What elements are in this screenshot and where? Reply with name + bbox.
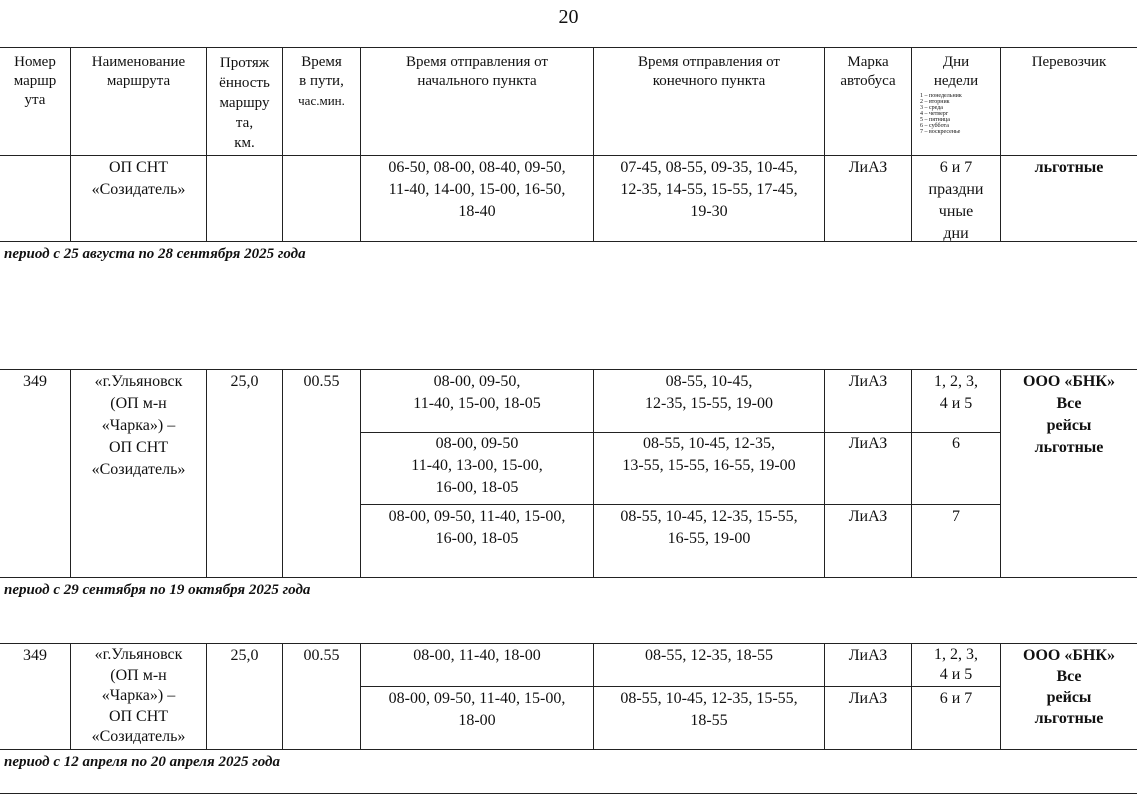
block2-row1-start: 08-00, 11-40, 18-00 — [413, 647, 541, 664]
col-divider — [282, 369, 283, 578]
block2-row2-start: 08-00, 09-50, 11-40, 15-00, 18-00 — [388, 690, 566, 729]
block1-travel-time: 00.55 — [303, 373, 340, 390]
block2-row1-end: 08-55, 12-35, 18-55 — [645, 647, 773, 664]
block2-carrier: ООО «БНК» Все рейсы льготные — [1023, 647, 1115, 727]
block0-bus: ЛиАЗ — [848, 159, 888, 176]
table-top-border — [0, 47, 1137, 48]
block2-row2-bus: ЛиАЗ — [848, 690, 888, 707]
block1-row3-end: 08-55, 10-45, 12-35, 15-55, 16-55, 19-00 — [620, 508, 798, 547]
block1-row2-start: 08-00, 09-50 11-40, 13-00, 15-00, 16-00, 18-05 — [411, 435, 543, 496]
block0-days: 6 и 7 праздни чные дни — [928, 159, 984, 242]
header-bus-brand: Марка автобуса — [840, 54, 896, 89]
block1-row3-start: 08-00, 09-50, 11-40, 15-00, 16-00, 18-05 — [388, 508, 566, 547]
header-weekdays: Дни недели — [933, 54, 979, 89]
block2-row-divider — [360, 686, 1000, 687]
period-label-1: период с 25 августа по 28 сентября 2025 года — [4, 246, 306, 262]
block1-length: 25,0 — [230, 373, 259, 390]
col-divider — [1000, 47, 1001, 242]
block1-bottom-border — [0, 577, 1137, 578]
header-length: Протяж ённость маршру та, км. — [219, 55, 270, 151]
period-label-2: период с 29 сентября по 19 октября 2025 года — [4, 582, 311, 598]
block1-row-divider — [360, 504, 1000, 505]
block1-row2-days: 6 — [952, 435, 960, 452]
header-departure-end: Время отправления от конечного пункта — [638, 54, 780, 89]
weekdays-legend: 1 – понедельник 2 – вторник 3 – среда 4 – четверг 5 – пятница 6 – суббота 7 – воскресенье — [920, 93, 962, 135]
block1-row3-days: 7 — [952, 508, 960, 525]
block1-row1-start: 08-00, 09-50, 11-40, 15-00, 18-05 — [413, 373, 541, 412]
header-route-number: Номер маршр ута — [13, 54, 57, 108]
period-label-3: период с 12 апреля по 20 апреля 2025 года — [4, 754, 280, 770]
block1-carrier: ООО «БНК» Все рейсы льготные — [1023, 373, 1115, 456]
header-bottom-border — [0, 155, 1137, 156]
block2-row2-days: 6 и 7 — [939, 690, 973, 707]
block2-length: 25,0 — [230, 647, 259, 664]
page-number: 20 — [558, 6, 579, 28]
block1-row1-end: 08-55, 10-45, 12-35, 15-55, 19-00 — [645, 373, 773, 412]
block1-row1-bus: ЛиАЗ — [848, 373, 888, 390]
next-block-top-border — [0, 793, 1137, 794]
block1-row1-days: 1, 2, 3, 4 и 5 — [934, 373, 978, 412]
block0-start-times: 06-50, 08-00, 08-40, 09-50, 11-40, 14-00, 15-00, 16-50, 18-40 — [388, 159, 566, 220]
block0-end-times: 07-45, 08-55, 09-35, 10-45, 12-35, 14-55, 15-55, 17-45, 19-30 — [620, 159, 798, 220]
block2-top-border — [0, 643, 1137, 644]
block2-row2-end: 08-55, 10-45, 12-35, 15-55, 18-55 — [620, 690, 798, 729]
col-divider — [206, 369, 207, 578]
block1-route-name: «г.Ульяновск (ОП м-н «Чарка») – ОП СНТ «Созидатель» — [91, 373, 186, 478]
block2-row1-days: 1, 2, 3, 4 и 5 — [934, 646, 978, 683]
block0-carrier: льготные — [1034, 159, 1104, 176]
block0-route-name: ОП СНТ «Созидатель» — [91, 159, 186, 198]
block2-route-name: «г.Ульяновск (ОП м-н «Чарка») – ОП СНТ «Созидатель» — [91, 646, 186, 745]
block1-row2-end: 08-55, 10-45, 12-35, 13-55, 15-55, 16-55, 19-00 — [622, 435, 796, 474]
block2-bottom-border — [0, 749, 1137, 750]
header-route-name: Наименование маршрута — [91, 54, 186, 89]
header-travel-time: Время в пути, час.мин. — [298, 54, 345, 108]
block1-route-number: 349 — [23, 373, 47, 390]
block1-row2-bus: ЛиАЗ — [848, 435, 888, 452]
block1-row3-bus: ЛиАЗ — [848, 508, 888, 525]
header-carrier: Перевозчик — [1031, 54, 1107, 70]
header-departure-start: Время отправления от начального пункта — [406, 54, 548, 89]
col-divider — [824, 369, 825, 578]
block2-route-number: 349 — [23, 647, 47, 664]
block2-travel-time: 00.55 — [303, 647, 340, 664]
block1-top-border — [0, 369, 1137, 370]
block2-row1-bus: ЛиАЗ — [848, 647, 888, 664]
